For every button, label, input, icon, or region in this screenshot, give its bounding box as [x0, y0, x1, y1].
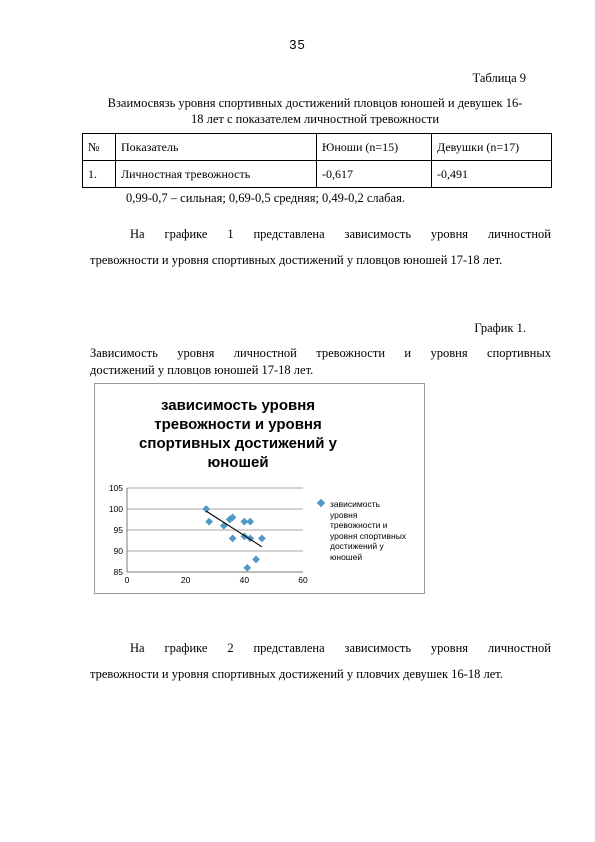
y-tick-label: 100 [108, 504, 123, 514]
legend-line: тревожности и [330, 520, 388, 530]
data-point [258, 535, 265, 542]
paragraph-1-line-2: тревожности и уровня спортивных достижений у пловцов юношей 17-18 лет. [90, 253, 503, 267]
data-point [244, 564, 251, 571]
legend-line: достижений у [330, 541, 384, 551]
data-point [220, 522, 227, 529]
data-point [206, 518, 213, 525]
table-caption: Таблица 9 [472, 71, 526, 85]
table-cell: -0,491 [432, 161, 552, 188]
y-tick-label: 95 [113, 525, 123, 535]
table-title-line-1: Взаимосвязь уровня спортивных достижений пловцов юношей и девушек 16- [107, 96, 523, 110]
chart-heading-line-2: достижений у пловцов юношей 17-18 лет. [90, 363, 314, 377]
table-header-cell: Юноши (n=15) [317, 134, 432, 161]
correlation-table [82, 133, 552, 188]
table-cell: 1. [83, 161, 116, 188]
table-header-row [83, 134, 552, 161]
legend-line: юношей [330, 551, 363, 562]
paragraph-2-line-1: На графике 2 представлена зависимость уровня личностной [130, 641, 551, 655]
chart-heading-line-1: Зависимость уровня личностной тревожности и уровня спортивных [90, 346, 551, 360]
chart-frame [94, 383, 425, 594]
table-note: 0,99-0,7 – сильная; 0,69-0,5 средняя; 0,49-0,2 слабая. [126, 191, 405, 205]
chart-title-line: спортивных достижений у [139, 435, 337, 452]
data-point [247, 518, 254, 525]
chart-title-line: тревожности и уровня [154, 416, 322, 433]
table-header-cell: Показатель [116, 134, 317, 161]
chart-legend [330, 499, 415, 562]
table-cell: Личностная тревожность [116, 161, 317, 188]
y-tick-label: 85 [113, 567, 123, 577]
page-number: 35 [289, 37, 306, 52]
legend-line: зависимость [330, 499, 381, 509]
legend-line: уровня спортивных [330, 530, 407, 541]
y-tick-label: 90 [113, 546, 123, 556]
y-tick-label: 105 [108, 483, 123, 493]
table-title-line-2: 18 лет с показателем личностной тревожности [190, 112, 440, 126]
legend-line: уровня [330, 509, 358, 520]
table-cell: -0,617 [317, 161, 432, 188]
table-header-cell: Девушки (n=17) [432, 134, 552, 161]
chart-caption: График 1. [474, 321, 526, 335]
chart-title-line: юношей [207, 454, 269, 471]
data-point [229, 535, 236, 542]
paragraph-1-line-1: На графике 1 представлена зависимость уровня личностной [130, 227, 551, 241]
table-header-cell: № [83, 134, 116, 161]
x-tick-label: 20 [180, 575, 191, 585]
data-point [252, 556, 259, 563]
chart-title-line: зависимость уровня [160, 397, 316, 414]
paragraph-2-line-2: тревожности и уровня спортивных достижений у пловчих девушек 16-18 лет. [90, 667, 503, 681]
x-tick-label: 40 [239, 575, 250, 585]
x-tick-label: 60 [298, 575, 308, 585]
table-row [83, 161, 552, 188]
x-tick-label: 0 [124, 575, 130, 585]
